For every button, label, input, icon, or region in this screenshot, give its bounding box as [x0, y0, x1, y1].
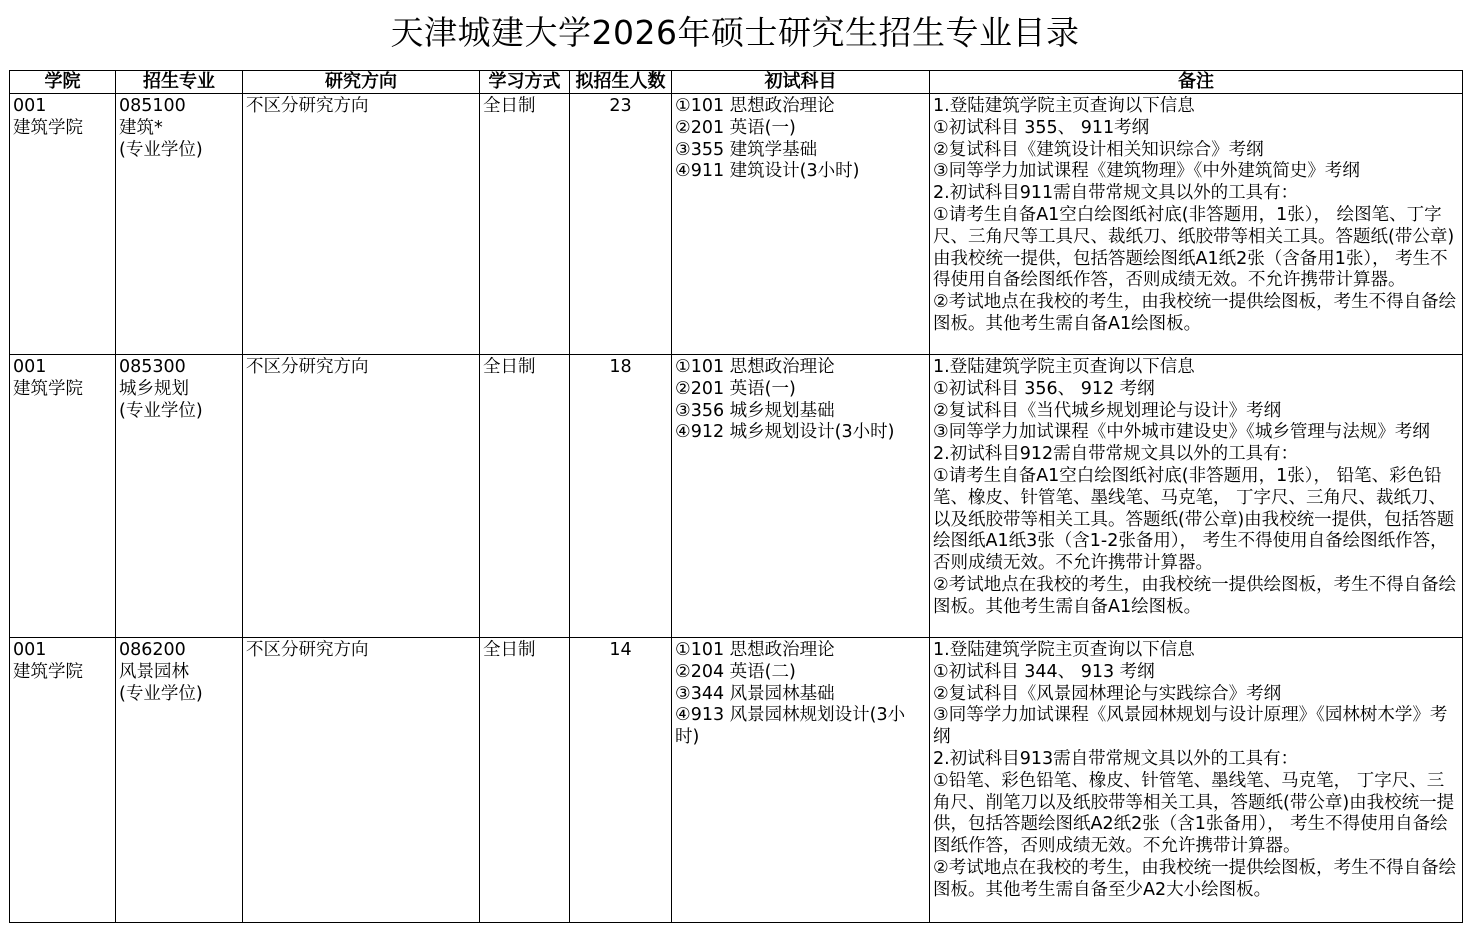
direction-cell: [243, 638, 480, 923]
note-line: ①请考生自备A1空白绘图纸衬底(非答题用，1张）， 绘图笔、丁字尺、三角尺等工具尺、裁纸刀、纸胶带等相关工具。答题纸(带公章)由我校统一提供，包括答题绘图纸A1纸2张（含备用1张）， 考生不得使用自备绘图纸作答，否则成绩无效。不允许携带计算器。: [933, 204, 1455, 291]
college-name: 建筑学院: [13, 117, 83, 138]
header-quota: 拟招生人数: [570, 71, 672, 94]
quota-cell: [570, 638, 672, 923]
note-line: ②复试科目《当代城乡规划理论与设计》考纲: [933, 400, 1282, 421]
mode-cell: [480, 94, 570, 355]
subjects-cell: [672, 638, 930, 923]
note-line: ③同等学力加试课程《中外城市建设史》《城乡管理与法规》考纲: [933, 422, 1430, 443]
subject-item: ②204 英语(二): [675, 661, 796, 682]
note-line: ③同等学力加试课程《建筑物理》《中外建筑简史》考纲: [933, 161, 1360, 182]
degree-type: (专业学位): [119, 400, 203, 421]
note-line: 2.初试科目913需自带常规文具以外的工具有：: [933, 748, 1299, 769]
page-title: 天津城建大学2026年硕士研究生招生专业目录: [390, 13, 1080, 52]
college-cell: [10, 94, 116, 355]
major-code: 086200: [119, 640, 186, 660]
header-college: 学院: [10, 71, 116, 94]
college-code: 001: [13, 640, 47, 660]
note-line: ③同等学力加试课程《风景园林规划与设计原理》《园林树木学》考纲: [933, 705, 1448, 748]
direction-text: 不区分研究方向: [246, 96, 369, 116]
note-line: ①请考生自备A1空白绘图纸衬底(非答题用，1张）， 铅笔、彩色铅笔、橡皮、针管笔、墨线笔、马克笔， 丁字尺、三角尺、裁纸刀、以及纸胶带等相关工具。答题纸(带公章)由我校统一提供，包括答题绘图纸A1纸3张（含1-2张备用）， 考生不得使用自备绘图纸作答，否则成绩无效。不允许携带计算器。: [933, 465, 1455, 574]
quota-cell: [570, 355, 672, 638]
direction-cell: [243, 94, 480, 355]
subject-item: ②201 英语(一): [675, 117, 796, 138]
direction-text: 不区分研究方向: [246, 640, 369, 660]
mode-text: 全日制: [483, 640, 536, 660]
note-line: ②考试地点在我校的考生，由我校统一提供绘图板，考生不得自备绘图板。其他考生需自备至少A2大小绘图板。: [933, 857, 1457, 900]
subject-item: ④911 建筑设计(3小时): [675, 161, 860, 182]
table-row: [10, 94, 1463, 355]
major-cell: [116, 94, 243, 355]
note-line: ②考试地点在我校的考生，由我校统一提供绘图板，考生不得自备绘图板。其他考生需自备A1绘图板。: [933, 292, 1457, 334]
note-line: ②复试科目《建筑设计相关知识综合》考纲: [933, 139, 1264, 160]
note-line: ②考试地点在我校的考生，由我校统一提供绘图板，考生不得自备绘图板。其他考生需自备A1绘图板。: [933, 574, 1457, 617]
table-row: [10, 355, 1463, 638]
subject-item: ②201 英语(一): [675, 378, 796, 399]
header-row: [10, 71, 1463, 94]
college-name: 建筑学院: [13, 661, 83, 682]
note-line: 1.登陆建筑学院主页查询以下信息: [933, 357, 1195, 377]
college-name: 建筑学院: [13, 378, 83, 399]
major-cell: [116, 355, 243, 638]
mode-text: 全日制: [483, 357, 536, 377]
subject-item: ④913 风景园林规划设计(3小时): [675, 705, 906, 748]
direction-text: 不区分研究方向: [246, 357, 369, 377]
subject-item: ④912 城乡规划设计(3小时): [675, 422, 895, 443]
note-line: ②复试科目《风景园林理论与实践综合》考纲: [933, 683, 1282, 704]
major-code: 085300: [119, 357, 186, 377]
college-cell: [10, 355, 116, 638]
subject-item: ①101 思想政治理论: [675, 357, 835, 377]
direction-cell: [243, 355, 480, 638]
catalog-table: [9, 70, 1463, 923]
quota-value: 23: [609, 96, 632, 116]
notes-cell: [930, 638, 1463, 923]
major-name: 城乡规划: [119, 378, 189, 399]
college-code: 001: [13, 96, 47, 116]
quota-value: 14: [609, 640, 632, 660]
subjects-cell: [672, 355, 930, 638]
quota-value: 18: [609, 357, 632, 377]
mode-cell: [480, 355, 570, 638]
header-mode: 学习方式: [480, 71, 570, 94]
major-name: 风景园林: [119, 661, 189, 682]
degree-type: (专业学位): [119, 683, 203, 704]
note-line: ①初试科目 356、 912 考纲: [933, 378, 1155, 399]
note-line: 2.初试科目912需自带常规文具以外的工具有：: [933, 444, 1299, 465]
note-line: 1.登陆建筑学院主页查询以下信息: [933, 96, 1195, 116]
mode-text: 全日制: [483, 96, 536, 116]
college-cell: [10, 638, 116, 923]
major-name: 建筑*: [119, 117, 163, 138]
subjects-cell: [672, 94, 930, 355]
subject-item: ①101 思想政治理论: [675, 640, 835, 660]
table-row: [10, 638, 1463, 923]
subject-item: ①101 思想政治理论: [675, 96, 835, 116]
mode-cell: [480, 638, 570, 923]
header-notes: 备注: [930, 71, 1463, 94]
subject-item: ③344 风景园林基础: [675, 683, 835, 704]
note-line: 1.登陆建筑学院主页查询以下信息: [933, 640, 1195, 660]
note-line: 2.初试科目911需自带常规文具以外的工具有：: [933, 183, 1299, 204]
note-line: ①铅笔、彩色铅笔、橡皮、针管笔、墨线笔、马克笔， 丁字尺、三角尺、削笔刀以及纸胶带等相关工具，答题纸(带公章)由我校统一提供，包括答题绘图纸A2纸2张（含1张备用）， 考生不得使用自备绘图纸作答，否则成绩无效。不允许携带计算器。: [933, 770, 1455, 857]
major-code: 085100: [119, 96, 186, 116]
degree-type: (专业学位): [119, 139, 203, 160]
subject-item: ③355 建筑学基础: [675, 139, 818, 160]
note-line: ①初试科目 344、 913 考纲: [933, 661, 1155, 682]
quota-cell: [570, 94, 672, 355]
header-direction: 研究方向: [243, 71, 480, 94]
notes-cell: [930, 94, 1463, 355]
subject-item: ③356 城乡规划基础: [675, 400, 835, 421]
header-subjects: 初试科目: [672, 71, 930, 94]
major-cell: [116, 638, 243, 923]
note-line: ①初试科目 355、 911考纲: [933, 117, 1150, 138]
notes-cell: [930, 355, 1463, 638]
header-major: 招生专业: [116, 71, 243, 94]
college-code: 001: [13, 357, 47, 377]
